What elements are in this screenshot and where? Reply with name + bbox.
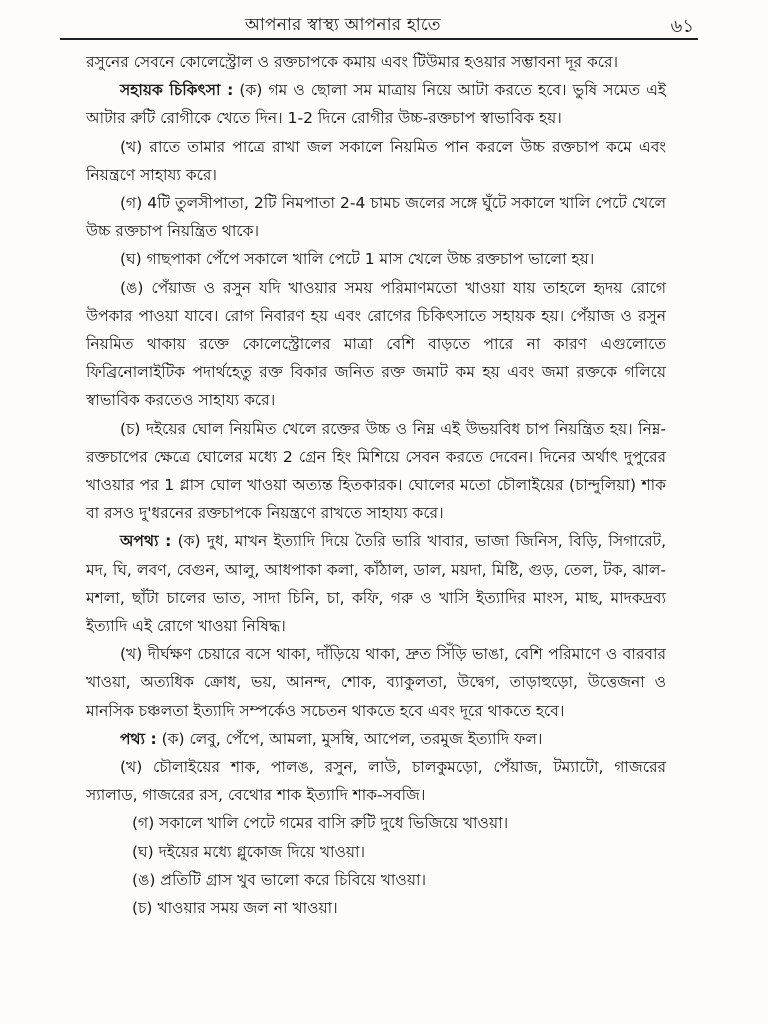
body-text [86, 48, 666, 922]
running-title: আপনার স্বাস্থ্য আপনার হাতে [245, 15, 441, 35]
paragraph: অপথ্য : (ক) দুধ, মাখন ইত্যাদি দিয়ে তৈরি ভারি খাবার, ভাজা জিনিস, বিড়ি, সিগারেট, মদ, ঘি, লবণ, বেগুন, আলু, আধপাকা কলা, কাঁঠাল, ডাল, ময়দা, মিষ্টি, গুড়, তেল, টক, ঝাল-মশলা, ছাঁটা চালের ভাত, সাদা চিনি, চা, কফি, গরু ও খাসি ইত্যাদির মাংস, মাছ, মাদকদ্রব্য ইত্যাদি এই রোগে খাওয়া নিষিদ্ধ। [86, 532, 666, 636]
page-header [60, 8, 698, 40]
paragraph: (খ) রাতে তামার পাত্রে রাখা জল সকালে নিয়মিত পান করলে উচ্চ রক্তচাপ কমে এবং নিয়ন্ত্রণে সাহায্য করে। [86, 137, 666, 184]
section-label: পথ্য : [120, 729, 157, 748]
paragraph: পথ্য : (ক) লেবু, পেঁপে, আমলা, মুসম্বি, আপেল, তরমুজ ইত্যাদি ফল। [120, 729, 543, 748]
paragraph: (চ) খাওয়ার সময় জল না খাওয়া। [132, 899, 338, 918]
paragraph: (খ) চৌলাইয়ের শাক, পালঙ, রসুন, লাউ, চালকুমড়ো, পেঁয়াজ, টম্যাটো, গাজরের স্যালাড, গাজরের রস, বেথোর শাক ইত্যাদি শাক-সবজি। [86, 758, 666, 805]
paragraph: (চ) দইয়ের ঘোল নিয়মিত খেলে রক্তের উচ্চ ও নিম্ন এই উভয়বিধ চাপ নিয়ন্ত্রিত হয়। নিম্ন-রক্তচাপের ক্ষেত্রে ঘোলের মধ্যে 2 গ্রেন হিং মিশিয়ে সেবন করতে দেবেন। দিনের অর্থাৎ দুপুরের খাওয়ার পর 1 গ্লাস ঘোল খাওয়া অত্যন্ত হিতকারক। ঘোলের মতো চৌলাইয়ের (চান্দুলিয়া) শাক বা রসও দু'ধরনের রক্তচাপকে নিয়ন্ত্রণে রাখতে সাহায্য করে। [86, 419, 666, 523]
paragraph: (ঘ) গাছপাকা পেঁপে সকালে খালি পেটে 1 মাস খেলে উচ্চ রক্তচাপ ভালো হয়। [120, 250, 595, 269]
paragraph: সহায়ক চিকিৎসা : (ক) গম ও ছোলা সম মাত্রায় নিয়ে আটা করতে হবে। ভুষি সমেত এই আটার রুটি রোগীকে খেতে দিন। 1-2 দিনে রোগীর উচ্চ-রক্তচাপ স্বাভাবিক হয়। [86, 81, 666, 128]
paragraph: (ঙ) পেঁয়াজ ও রসুন যদি খাওয়ার সময় পরিমাণমতো খাওয়া যায় তাহলে হৃদয় রোগে উপকার পাওয়া যাবে। রোগ নিবারণ হয় এবং রোগের চিকিৎসাতে সহায়ক হয়। পেঁয়াজ ও রসুন নিয়মিত থাকায় রক্তে কোলেস্ট্রোলের মাত্রা বেশি বাড়তে পারে না কারণ এগুলোতে ফিব্রিনোলাইটিক পদার্থহেতু রক্ত বিকার জনিত রক্ত জমাট কম হয় এবং জমা রক্তকে গলিয়ে স্বাভাবিক করতেও সাহায্য করে। [86, 278, 666, 410]
paragraph: (ঘ) দইয়ের মধ্যে গ্লুকোজ দিয়ে খাওয়া। [132, 842, 366, 861]
paragraph: (খ) দীর্ঘক্ষণ চেয়ারে বসে থাকা, দাঁড়িয়ে থাকা, দ্রুত সিঁড়ি ভাঙা, বেশি পরিমাণে ও বারবার খাওয়া, অত্যধিক ক্রোধ, ভয়, আনন্দ, শোক, ব্যাকুলতা, উদ্বেগ, তাড়াহুড়ো, উত্তেজনা ও মানসিক চঞ্চলতা ইত্যাদি সম্পর্কেও সচেতন থাকতে হবে এবং দূরে থাকতে হবে। [86, 645, 666, 720]
section-label: সহায়ক চিকিৎসা : [120, 81, 234, 100]
paragraph: (ঙ) প্রতিটি গ্রাস খুব ভালো করে চিবিয়ে খাওয়া। [132, 870, 426, 889]
paragraph: (গ) 4টি তুলসীপাতা, 2টি নিমপাতা 2-4 চামচ জলের সঙ্গে ঘুঁটে সকালে খালি পেটে খেলে উচ্চ রক্তচাপ নিয়ন্ত্রিত থাকে। [86, 194, 666, 241]
paragraph: রসুনের সেবনে কোলেস্ট্রোল ও রক্তচাপকে কমায় এবং টিউমার হওয়ার সম্ভাবনা দূর করে। [86, 53, 619, 71]
section-label: অপথ্য : [120, 532, 172, 551]
page-number: ৬১ [670, 16, 694, 37]
paragraph: (গ) সকালে খালি পেটে গমের বাসি রুটি দুধে ভিজিয়ে খাওয়া। [132, 814, 509, 833]
